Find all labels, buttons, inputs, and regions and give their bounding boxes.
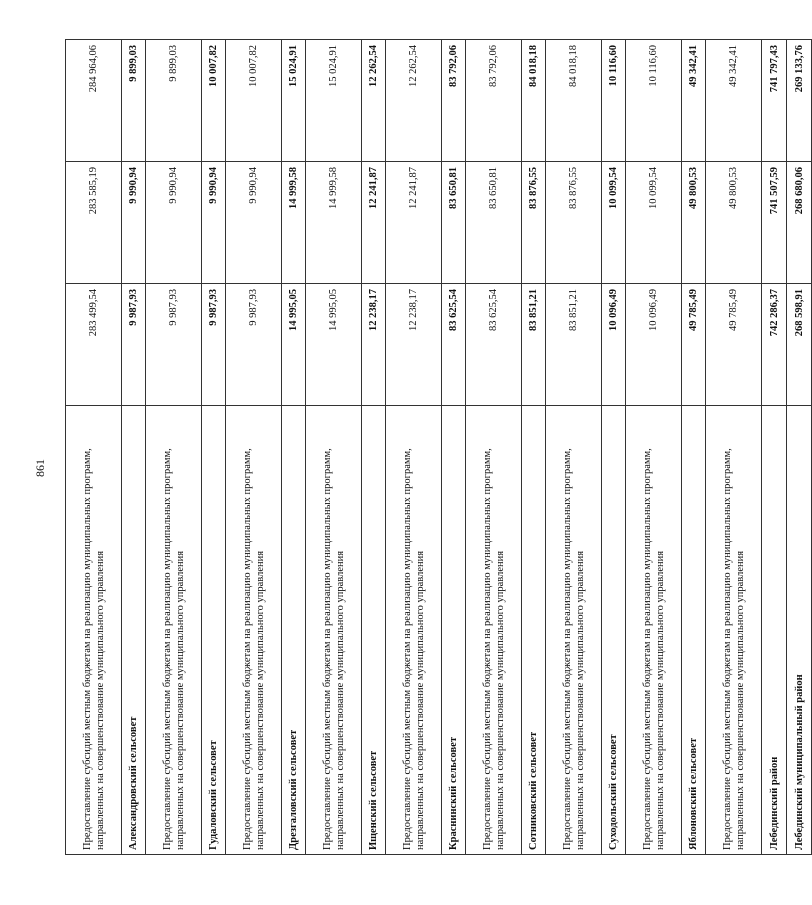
row-name-cell: Лебединский район	[762, 406, 787, 855]
row-name-cell: Предоставление субсидий местным бюджетам на реализацию муниципальных программ, направленных на совершенствование муниципального управления	[66, 406, 122, 855]
row-name-cell: Александровский сельсовет	[122, 406, 146, 855]
row-name-cell: Дрезгаловский сельсовет	[282, 406, 306, 855]
table-row-total	[762, 40, 787, 855]
value-cell-3: 12 262,54	[362, 40, 386, 162]
value-cell-1: 9 987,93	[122, 284, 146, 406]
table-row-description	[226, 40, 282, 855]
row-name-cell: Предоставление субсидий местным бюджетам на реализацию муниципальных программ, направленных на совершенствование муниципального управления	[706, 406, 762, 855]
value-cell-2: 9 990,94	[146, 162, 202, 284]
value-cell-1: 12 238,17	[362, 284, 386, 406]
row-name-cell: Предоставление субсидий местным бюджетам на реализацию муниципальных программ, направленных на совершенствование муниципального управления	[546, 406, 602, 855]
row-name-cell: Лебединский муниципальный район	[787, 406, 812, 855]
value-cell-3: 10 116,60	[626, 40, 682, 162]
value-cell-3: 9 899,03	[122, 40, 146, 162]
value-cell-1: 49 785,49	[682, 284, 706, 406]
value-cell-1: 83 625,54	[442, 284, 466, 406]
value-cell-1: 49 785,49	[706, 284, 762, 406]
value-cell-3: 49 342,41	[682, 40, 706, 162]
value-cell-2: 268 680,06	[787, 162, 812, 284]
value-cell-3: 83 792,06	[442, 40, 466, 162]
page-number: 861	[33, 459, 47, 477]
table-row-description	[626, 40, 682, 855]
value-cell-2: 9 990,94	[202, 162, 226, 284]
row-name-cell: Яблоновский сельсовет	[682, 406, 706, 855]
value-cell-1: 9 987,93	[146, 284, 202, 406]
value-cell-1: 83 851,21	[546, 284, 602, 406]
row-name-cell: Сотниковский сельсовет	[522, 406, 546, 855]
value-cell-3: 269 133,76	[787, 40, 812, 162]
value-cell-3: 741 797,43	[762, 40, 787, 162]
row-name-cell: Предоставление субсидий местным бюджетам на реализацию муниципальных программ, направленных на совершенствование муниципального управления	[226, 406, 282, 855]
table-row-subdivision	[282, 40, 306, 855]
value-cell-2: 10 099,54	[602, 162, 626, 284]
budget-table-rotated	[65, 45, 805, 855]
value-cell-2: 9 990,94	[226, 162, 282, 284]
value-cell-3: 15 024,91	[282, 40, 306, 162]
value-cell-2: 12 241,87	[386, 162, 442, 284]
table-row-description	[466, 40, 522, 855]
value-cell-2: 83 876,55	[522, 162, 546, 284]
table-row-description	[66, 40, 122, 855]
table-row-subdivision	[122, 40, 146, 855]
table-row-description	[386, 40, 442, 855]
value-cell-2: 83 650,81	[442, 162, 466, 284]
value-cell-2: 283 585,19	[66, 162, 122, 284]
row-name-cell: Предоставление субсидий местным бюджетам на реализацию муниципальных программ, направленных на совершенствование муниципального управления	[306, 406, 362, 855]
table-row-description	[706, 40, 762, 855]
value-cell-3: 284 964,06	[66, 40, 122, 162]
value-cell-1: 10 096,49	[602, 284, 626, 406]
table-row-subdivision	[522, 40, 546, 855]
table-row-total	[787, 40, 812, 855]
value-cell-1: 83 625,54	[466, 284, 522, 406]
row-name-cell: Гудаловский сельсовет	[202, 406, 226, 855]
value-cell-3: 9 899,03	[146, 40, 202, 162]
value-cell-2: 741 507,59	[762, 162, 787, 284]
budget-table	[65, 39, 812, 855]
value-cell-2: 14 999,58	[306, 162, 362, 284]
value-cell-2: 49 800,53	[682, 162, 706, 284]
value-cell-1: 9 987,93	[226, 284, 282, 406]
row-name-cell: Краснинский сельсовет	[442, 406, 466, 855]
value-cell-1: 14 995,05	[282, 284, 306, 406]
value-cell-2: 10 099,54	[626, 162, 682, 284]
value-cell-1: 83 851,21	[522, 284, 546, 406]
value-cell-3: 84 018,18	[522, 40, 546, 162]
value-cell-3: 84 018,18	[546, 40, 602, 162]
value-cell-1: 283 499,54	[66, 284, 122, 406]
value-cell-3: 10 007,82	[202, 40, 226, 162]
table-row-description	[146, 40, 202, 855]
row-name-cell: Предоставление субсидий местным бюджетам на реализацию муниципальных программ, направленных на совершенствование муниципального управления	[386, 406, 442, 855]
value-cell-1: 10 096,49	[626, 284, 682, 406]
value-cell-2: 49 800,53	[706, 162, 762, 284]
value-cell-3: 10 007,82	[226, 40, 282, 162]
row-name-cell: Предоставление субсидий местным бюджетам на реализацию муниципальных программ, направленных на совершенствование муниципального управления	[146, 406, 202, 855]
value-cell-2: 83 876,55	[546, 162, 602, 284]
value-cell-3: 83 792,06	[466, 40, 522, 162]
value-cell-3: 12 262,54	[386, 40, 442, 162]
value-cell-1: 12 238,17	[386, 284, 442, 406]
value-cell-2: 12 241,87	[362, 162, 386, 284]
value-cell-1: 14 995,05	[306, 284, 362, 406]
value-cell-2: 14 999,58	[282, 162, 306, 284]
table-row-subdivision	[202, 40, 226, 855]
row-name-cell: Предоставление субсидий местным бюджетам на реализацию муниципальных программ, направленных на совершенствование муниципального управления	[626, 406, 682, 855]
value-cell-3: 15 024,91	[306, 40, 362, 162]
table-row-description	[546, 40, 602, 855]
row-name-cell: Предоставление субсидий местным бюджетам на реализацию муниципальных программ, направленных на совершенствование муниципального управления	[466, 406, 522, 855]
value-cell-1: 742 286,37	[762, 284, 787, 406]
value-cell-1: 9 987,93	[202, 284, 226, 406]
table-row-description	[306, 40, 362, 855]
table-row-subdivision	[682, 40, 706, 855]
value-cell-3: 49 342,41	[706, 40, 762, 162]
value-cell-2: 9 990,94	[122, 162, 146, 284]
row-name-cell: Ищенский сельсовет	[362, 406, 386, 855]
value-cell-1: 268 598,91	[787, 284, 812, 406]
value-cell-2: 83 650,81	[466, 162, 522, 284]
table-row-subdivision	[442, 40, 466, 855]
table-row-subdivision	[362, 40, 386, 855]
budget-table-body	[66, 40, 812, 855]
table-row-subdivision	[602, 40, 626, 855]
row-name-cell: Суходольский сельсовет	[602, 406, 626, 855]
value-cell-3: 10 116,60	[602, 40, 626, 162]
